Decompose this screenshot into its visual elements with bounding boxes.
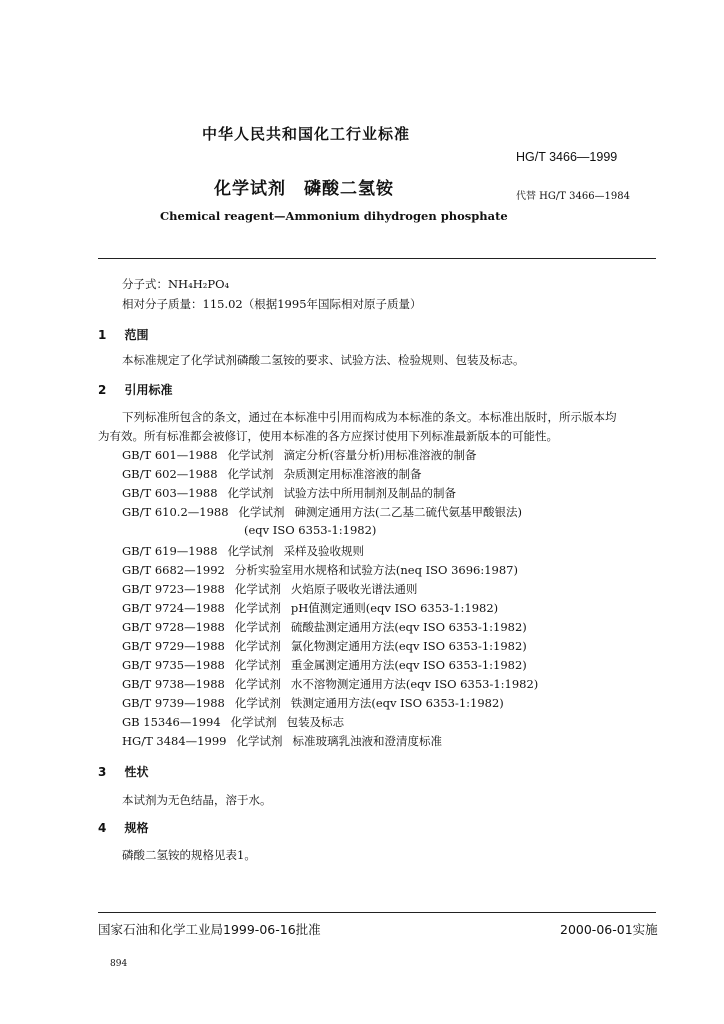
reference-item — [122, 638, 537, 654]
reference-description: 铁测定通用方法(eqv ISO 6353-1:1982) — [290, 696, 504, 710]
header-divider — [98, 258, 656, 259]
reference-code: GB/T 602—1988 — [122, 467, 218, 481]
reference-description: 氯化物测定通用方法(eqv ISO 6353-1:1982) — [290, 639, 527, 653]
section-4-body: 磷酸二氢铵的规格见表1。 — [122, 848, 256, 862]
reference-description: 包装及标志 — [286, 715, 345, 729]
reference-item — [122, 695, 514, 711]
reference-code: GB/T 9735—1988 — [122, 658, 225, 672]
reference-code: GB/T 601—1988 — [122, 448, 218, 462]
reference-item — [122, 562, 528, 578]
reference-category: 化学试剂 — [227, 448, 274, 462]
standard-number: HG/T 3466—1999 — [516, 150, 618, 164]
reference-description: 试验方法中所用制剂及制品的制备 — [283, 486, 457, 500]
reference-item — [122, 466, 432, 482]
section-number: 1 — [98, 328, 107, 342]
reference-item — [122, 676, 548, 692]
reference-item-continuation — [244, 523, 386, 537]
english-title: Chemical reagent—Ammonium dihydrogen phosphate — [160, 209, 508, 223]
section-title: 引用标准 — [124, 383, 173, 397]
reference-category: 化学试剂 — [234, 639, 281, 653]
section-number: 4 — [98, 821, 107, 835]
section-2-body-line1: 下列标准所包含的条文，通过在本标准中引用而构成为本标准的条文。本标准出版时，所示版本均 — [122, 410, 617, 424]
document-title: 化学试剂 磷酸二氢铵 — [214, 179, 394, 199]
reference-item — [122, 543, 374, 559]
reference-category: 化学试剂 — [236, 734, 283, 748]
reference-item — [122, 447, 487, 463]
reference-code: GB/T 619—1988 — [122, 544, 218, 558]
reference-category: 化学试剂 — [234, 677, 281, 691]
reference-description: 重金属测定通用方法(eqv ISO 6353-1:1982) — [290, 658, 527, 672]
reference-item — [122, 581, 427, 597]
section-title: 性状 — [124, 765, 149, 779]
reference-code: GB/T 9729—1988 — [122, 639, 225, 653]
reference-category: 化学试剂 — [238, 505, 285, 519]
section-2-body-line2: 为有效。所有标准都会被修订，使用本标准的各方应探讨使用下列标准最新版本的可能性。 — [98, 429, 558, 443]
reference-category: 化学试剂 — [234, 620, 281, 634]
footer-divider — [98, 912, 656, 913]
implementation-date: 2000-06-01实施 — [560, 922, 658, 937]
reference-code: GB/T 9739—1988 — [122, 696, 225, 710]
reference-description: 滴定分析(容量分析)用标准溶液的制备 — [283, 448, 477, 462]
molecular-formula: 分子式：NH₄H₂PO₄ — [122, 277, 230, 291]
section-2-heading — [98, 381, 173, 398]
reference-item — [122, 485, 466, 501]
section-title: 范围 — [124, 328, 149, 342]
reference-category: 化学试剂 — [227, 486, 274, 500]
reference-category: 化学试剂 — [227, 467, 274, 481]
reference-item — [122, 619, 537, 635]
reference-description: 杂质测定用标准溶液的制备 — [283, 467, 422, 481]
reference-category: 化学试剂 — [234, 658, 281, 672]
reference-code: GB/T 9738—1988 — [122, 677, 225, 691]
page-number: 894 — [110, 959, 128, 969]
reference-description: 标准玻璃乳浊液和澄清度标准 — [292, 734, 442, 748]
section-3-body: 本试剂为无色结晶，溶于水。 — [122, 793, 272, 807]
reference-category: 化学试剂 — [234, 696, 281, 710]
reference-item — [122, 733, 452, 749]
reference-item — [122, 714, 354, 730]
reference-description: 分析实验室用水规格和试验方法(neq ISO 3696:1987) — [234, 563, 518, 577]
industry-standard-heading: 中华人民共和国化工行业标准 — [202, 125, 411, 143]
reference-category: 化学试剂 — [230, 715, 277, 729]
reference-item — [122, 657, 537, 673]
section-4-heading — [98, 819, 149, 836]
section-3-heading — [98, 763, 149, 780]
reference-code: HG/T 3484—1999 — [122, 734, 227, 748]
reference-item — [122, 600, 508, 616]
reference-description: 火焰原子吸收光谱法通则 — [290, 582, 418, 596]
reference-category: 化学试剂 — [227, 544, 274, 558]
reference-code: GB 15346—1994 — [122, 715, 221, 729]
approval-date: 国家石油和化学工业局1999-06-16批准 — [98, 922, 321, 937]
section-1-heading — [98, 326, 149, 343]
reference-code: GB/T 9724—1988 — [122, 601, 225, 615]
reference-code: GB/T 9728—1988 — [122, 620, 225, 634]
reference-code: GB/T 603—1988 — [122, 486, 218, 500]
section-title: 规格 — [124, 821, 149, 835]
reference-category: 化学试剂 — [234, 601, 281, 615]
section-number: 3 — [98, 765, 107, 779]
reference-description: 水不溶物测定通用方法(eqv ISO 6353-1:1982) — [290, 677, 539, 691]
molecular-mass: 相对分子质量：115.02（根据1995年国际相对原子质量） — [122, 297, 422, 311]
reference-description: 采样及验收规则 — [283, 544, 365, 558]
reference-code: GB/T 6682—1992 — [122, 563, 225, 577]
section-1-body: 本标准规定了化学试剂磷酸二氢铵的要求、试验方法、检验规则、包装及标志。 — [122, 353, 525, 367]
reference-description: pH值测定通则(eqv ISO 6353-1:1982) — [290, 601, 499, 615]
reference-category: 化学试剂 — [234, 582, 281, 596]
reference-description: 砷测定通用方法(二乙基二硫代氨基甲酸银法) — [294, 505, 523, 519]
reference-description: (eqv ISO 6353-1:1982) — [244, 523, 377, 537]
reference-description: 硫酸盐测定通用方法(eqv ISO 6353-1:1982) — [290, 620, 527, 634]
section-number: 2 — [98, 383, 107, 397]
reference-code: GB/T 610.2—1988 — [122, 505, 229, 519]
reference-item — [122, 504, 532, 520]
replaces-standard: 代替 HG/T 3466—1984 — [516, 191, 631, 202]
reference-code: GB/T 9723—1988 — [122, 582, 225, 596]
